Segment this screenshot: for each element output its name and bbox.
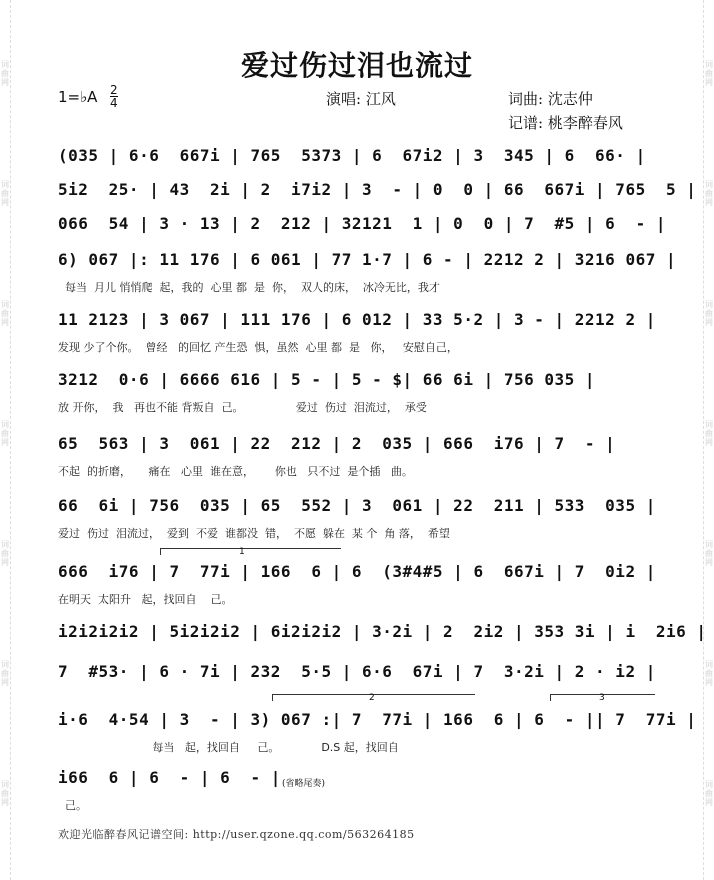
lyrics-line: 每当 起，找回自 己。 D.S 起，找回自 — [58, 741, 399, 754]
watermark-text: 词曲网 — [705, 780, 713, 807]
footer-link-text: 欢迎光临醉春风记谱空间: http://user.qzone.qq.com/563264185 — [58, 828, 415, 841]
score-row — [58, 710, 697, 770]
time-signature — [110, 84, 118, 109]
score-row — [58, 370, 660, 430]
volta-bracket-3 — [550, 694, 655, 701]
notation-line: i2i2i2i2 | 5i2i2i2 | 6i2i2i2 | 3·2i | 2 2i2 | 353 3i | i 2i6 | — [58, 622, 707, 641]
watermark-text: 词曲网 — [705, 420, 713, 447]
song-title: 爱过伤过泪也流过 — [240, 49, 473, 82]
volta-number-1: 1 — [239, 547, 245, 557]
end-note: (省略尾奏) — [282, 779, 326, 789]
left-watermark-strip — [0, 0, 11, 880]
singer-credit: 演唱: 江风 — [326, 90, 396, 108]
score-row — [58, 434, 660, 494]
score-row — [58, 562, 660, 622]
lyrics-line: 不起 的折磨， 痛在 心里 谁在意， 你也 只不过 是个插 曲。 — [58, 465, 413, 478]
lyrics-line: 爱过 伤过 泪流过， 爱到 不爱 谁都没 错， 不愿 躲在 某 个 角 落， 希望 — [58, 527, 450, 540]
watermark-text: 词曲网 — [705, 540, 713, 567]
composer-credit: 词曲: 沈志仲 — [508, 90, 593, 108]
watermark-text: 词曲网 — [1, 420, 9, 447]
lyrics-line: 每当 月儿 悄悄爬 起，我的 心里 都 是 你， 双人的床， 冰冷无比，我才 — [58, 281, 440, 294]
notation-line: i66 6 | 6 - | 6 - | — [58, 768, 281, 787]
notation-line: 066 54 | 3 · 13 | 2 212 | 32121 1 | 0 0 | 7 #5 | 6 - | — [58, 214, 666, 233]
volta-bracket-2 — [272, 694, 475, 701]
watermark-text: 词曲网 — [1, 300, 9, 327]
lyrics-line: 放 开你， 我 再也不能 背叛自 己。 爱过 伤过 泪流过， 承受 — [58, 401, 427, 414]
lyrics-line: 己。 — [58, 799, 87, 812]
notation-line: 5i2 25· | 43 2i | 2 i7i2 | 3 - | 0 0 | 66 667i | 765 5 | — [58, 180, 697, 199]
time-signature-bottom: 4 — [110, 96, 118, 110]
lyrics-line: 发现 少了个你。 曾经 的回忆 产生恐 惧，虽然 心里 都 是 你， 安慰自己， — [58, 341, 458, 354]
watermark-text: 词曲网 — [1, 540, 9, 567]
volta-number-2: 2 — [369, 693, 375, 703]
watermark-text: 词曲网 — [1, 180, 9, 207]
notation-line: 7 #53· | 6 · 7i | 232 5·5 | 6·6 67i | 7 3·2i | 2 · i2 | — [58, 662, 656, 681]
notation-line: 666 i76 | 7 77i | 166 6 | 6 (3#4#5 | 6 667i | 7 0i2 | — [58, 562, 656, 581]
notation-line: 65 563 | 3 061 | 22 212 | 2 035 | 666 i76 | 7 - | — [58, 434, 616, 453]
transcriber-credit: 记谱: 桃李醉春风 — [508, 114, 623, 132]
watermark-text: 词曲网 — [705, 660, 713, 687]
notation-line: (035 | 6·6 667i | 765 5373 | 6 67i2 | 3 345 | 6 66· | — [58, 146, 646, 165]
volta-number-3: 3 — [599, 693, 605, 703]
time-signature-top: 2 — [110, 83, 118, 97]
key-signature: 1=♭A — [58, 88, 98, 106]
score-row — [58, 250, 677, 310]
watermark-text: 词曲网 — [705, 180, 713, 207]
lyrics-line: 在明天 太阳升 起，找回自 己。 — [58, 593, 233, 606]
score-row — [58, 768, 660, 828]
watermark-text: 词曲网 — [1, 660, 9, 687]
volta-bracket-1 — [160, 548, 341, 555]
watermark-text: 词曲网 — [1, 60, 9, 87]
notation-line: 11 2123 | 3 067 | 111 176 | 6 012 | 33 5·2 | 3 - | 2212 2 | — [58, 310, 656, 329]
score-row — [58, 310, 660, 370]
watermark-text: 词曲网 — [1, 780, 9, 807]
notation-line: 3212 0·6 | 6666 616 | 5 - | 5 - $| 66 6i | 756 035 | — [58, 370, 596, 389]
notation-line: 66 6i | 756 035 | 65 552 | 3 061 | 22 211 | 533 035 | — [58, 496, 656, 515]
right-watermark-strip — [703, 0, 714, 880]
notation-line: i·6 4·54 | 3 - | 3) 067 :| 7 77i | 166 6 | 6 - || 7 77i | — [58, 710, 697, 729]
score-row — [58, 496, 660, 556]
watermark-text: 词曲网 — [705, 60, 713, 87]
watermark-text: 词曲网 — [705, 300, 713, 327]
notation-line: 6) 067 |: 11 176 | 6 061 | 77 1·7 | 6 - | 2212 2 | 3216 067 | — [58, 250, 677, 269]
